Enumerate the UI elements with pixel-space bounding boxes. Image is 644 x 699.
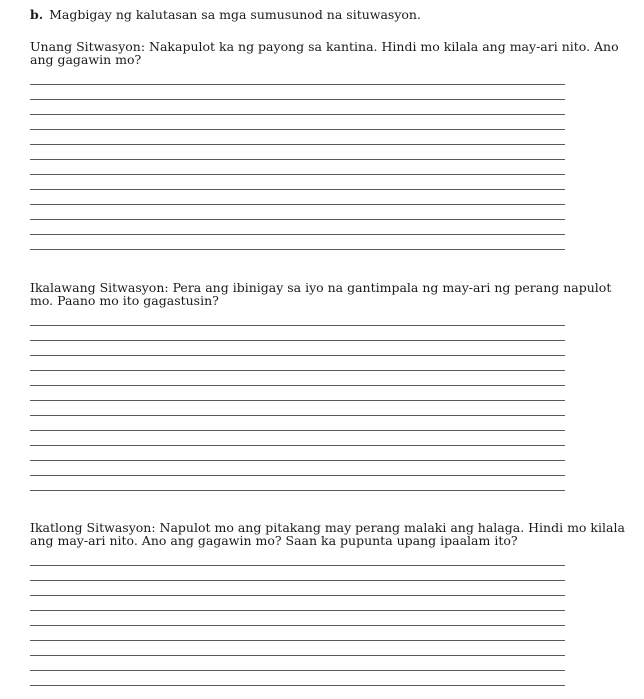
answer-line[interactable] (30, 461, 565, 476)
answer-line[interactable] (30, 386, 565, 401)
answer-line[interactable] (30, 130, 565, 145)
answer-line[interactable] (30, 641, 565, 656)
answer-line[interactable] (30, 656, 565, 671)
answer-line[interactable] (30, 431, 565, 446)
answer-line[interactable] (30, 326, 565, 341)
answer-line[interactable] (30, 356, 565, 371)
answer-line[interactable] (30, 476, 565, 491)
answer-line[interactable] (30, 115, 565, 130)
answer-line[interactable] (30, 175, 565, 190)
answer-line[interactable] (30, 70, 565, 85)
situation-1-answer-lines (30, 70, 565, 250)
situation-2-answer-lines (30, 311, 565, 491)
answer-line[interactable] (30, 416, 565, 431)
situation-1 (30, 40, 630, 250)
answer-line[interactable] (30, 446, 565, 461)
answer-line[interactable] (30, 160, 565, 175)
answer-line[interactable] (30, 371, 565, 386)
answer-line[interactable] (30, 671, 565, 686)
answer-line[interactable] (30, 596, 565, 611)
answer-line[interactable] (30, 581, 565, 596)
situation-2-prompt: Ikalawang Sitwasyon: Pera ang ibinigay sa iyo na gantimpala ng may-ari ng perang napulot mo. Paano mo ito gagastusin? (30, 280, 612, 308)
answer-line[interactable] (30, 220, 565, 235)
situation-2 (30, 281, 630, 491)
answer-line[interactable] (30, 341, 565, 356)
answer-line[interactable] (30, 100, 565, 115)
situation-1-prompt: Unang Sitwasyon: Nakapulot ka ng payong sa kantina. Hindi mo kilala ang may-ari nito. Ano ang gagawin mo? (30, 39, 619, 67)
answer-line[interactable] (30, 190, 565, 205)
situation-3-answer-lines (30, 551, 565, 686)
instruction-letter: b. (30, 7, 44, 22)
situation-3 (30, 521, 630, 686)
answer-line[interactable] (30, 311, 565, 326)
situation-3-prompt: Ikatlong Sitwasyon: Napulot mo ang pitakang may perang malaki ang halaga. Hindi mo kilala ang may-ari nito. Ano ang gagawin mo? Saan ka pupunta upang ipaalam ito? (30, 520, 625, 548)
instruction-heading (30, 7, 421, 23)
answer-line[interactable] (30, 401, 565, 416)
answer-line[interactable] (30, 145, 565, 160)
answer-line[interactable] (30, 611, 565, 626)
instruction-text: Magbigay ng kalutasan sa mga sumusunod na situwasyon. (49, 7, 421, 22)
answer-line[interactable] (30, 85, 565, 100)
answer-line[interactable] (30, 205, 565, 220)
answer-line[interactable] (30, 551, 565, 566)
answer-line[interactable] (30, 235, 565, 250)
answer-line[interactable] (30, 626, 565, 641)
answer-line[interactable] (30, 566, 565, 581)
